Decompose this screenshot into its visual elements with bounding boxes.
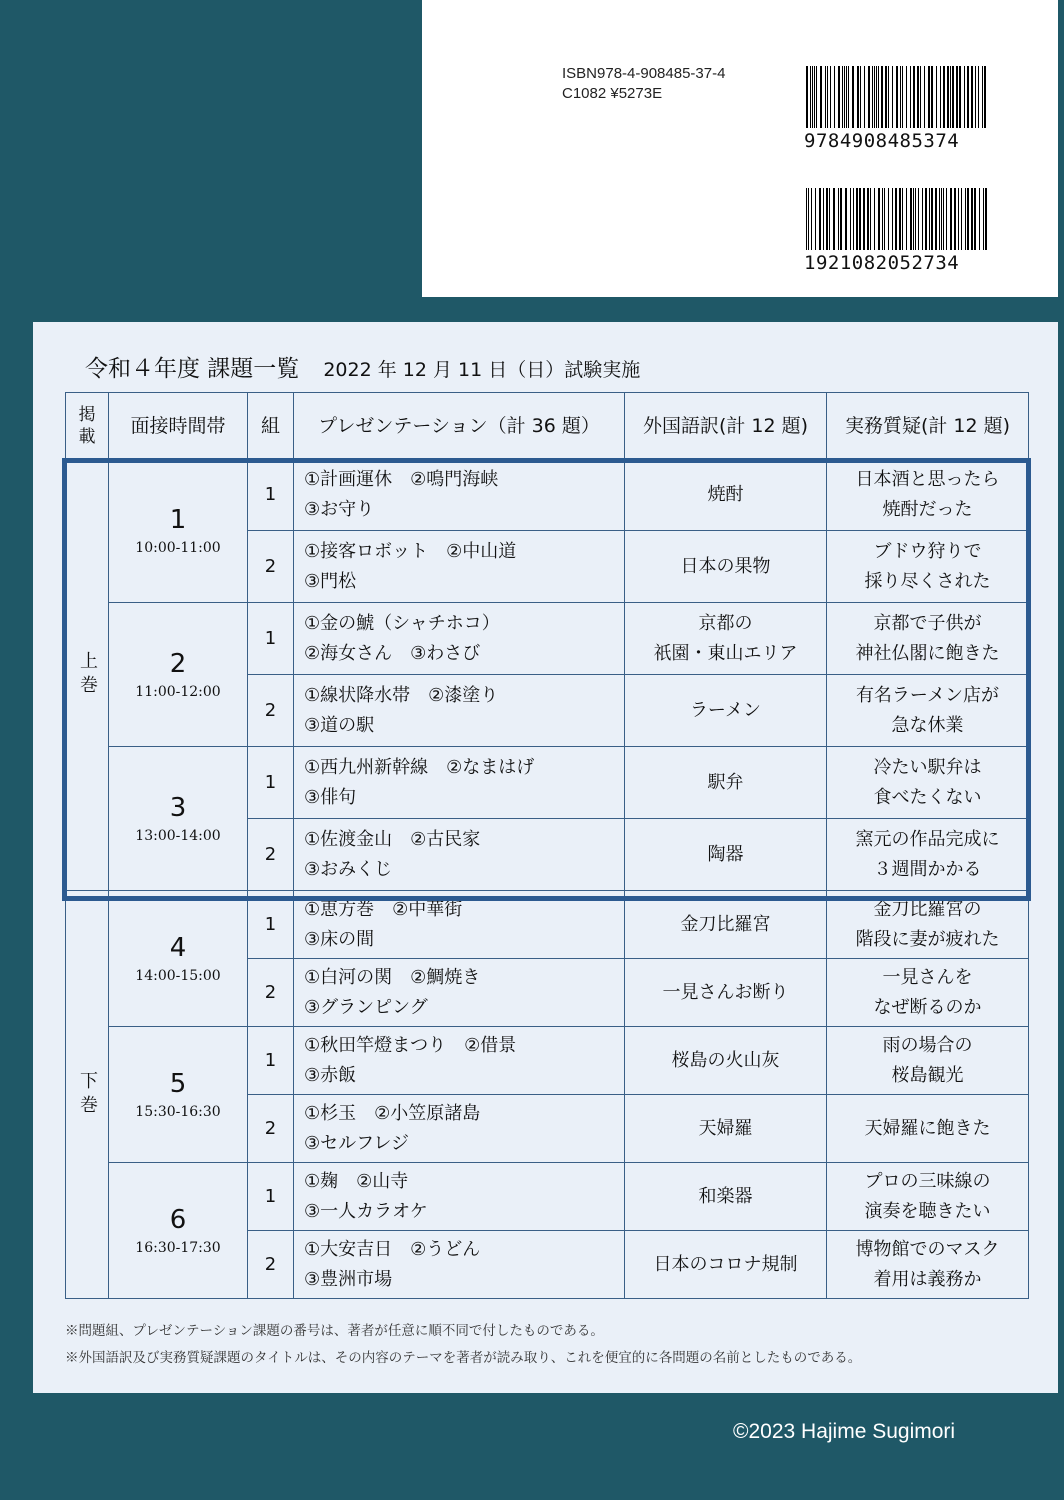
barcode-bar [935, 188, 936, 250]
barcode-bar [920, 66, 921, 128]
header-time: 面接時間帯 [109, 393, 248, 459]
translation-topic-line: 一見さんお断り [662, 981, 789, 1003]
barcode-bar [852, 66, 854, 128]
qa-topic-line: 食べたくない [873, 786, 982, 808]
topic-table [65, 392, 1029, 1299]
translation-topic-line: 日本の果物 [680, 555, 771, 577]
price-code: C1082 ¥5273E [562, 85, 663, 102]
barcode-bar [895, 188, 897, 250]
presentation-topics [294, 459, 625, 531]
barcode-bar [860, 66, 861, 128]
time-slot-cell [109, 747, 248, 891]
presentation-topics-line: ②海女さん ③わさび [304, 642, 481, 664]
group-number: 1 [248, 1027, 294, 1095]
barcode-bar [936, 66, 937, 128]
translation-topic-line: 焼酎 [707, 483, 744, 505]
group-number: 2 [248, 1231, 294, 1299]
group-number: 2 [248, 1095, 294, 1163]
presentation-topics-line: ①線状降水帯 ②漆塗り [304, 684, 499, 706]
barcode-bar [902, 188, 903, 250]
volume-cell [66, 891, 109, 1299]
barcode-bar [892, 66, 893, 128]
barcode-isbn [806, 66, 988, 128]
copyright: ©2023 Hajime Sugimori [733, 1420, 956, 1443]
barcode-bar [892, 188, 893, 250]
qa-topic-line: 演奏を聴きたい [864, 1200, 991, 1222]
slot-time: 15:30-16:30 [135, 1103, 221, 1120]
barcode-bar [830, 66, 831, 128]
isbn-label [422, 0, 1058, 297]
translation-topic-line: 祇園・東山エリア [653, 642, 798, 664]
translation-topic-line: ラーメン [689, 699, 762, 721]
barcode-bar [910, 188, 912, 250]
table-row [66, 891, 1029, 959]
presentation-topics-line: ①麹 ②山寺 [304, 1170, 409, 1192]
translation-topic-line: 桜島の火山灰 [671, 1049, 780, 1071]
barcode-bar [845, 188, 846, 250]
barcode-bar [983, 188, 984, 250]
presentation-topics-line: ①大安吉日 ②うどん [304, 1238, 481, 1260]
barcode-bar [932, 188, 933, 250]
volume-label: 下巻 [77, 1070, 98, 1119]
time-slot-cell [109, 459, 248, 603]
title-date: 2022 年 12 月 11 日（日）試験実施 [323, 359, 641, 381]
group-number: 1 [248, 459, 294, 531]
qa-topic-line: 金刀比羅宮の [873, 898, 982, 920]
barcode-bar [833, 188, 835, 250]
qa-topic-line: 神社仏閣に飽きた [855, 642, 1000, 664]
page-title [85, 350, 640, 383]
barcode-bar [838, 66, 840, 128]
barcode-bar [984, 66, 985, 128]
group-number: 2 [248, 819, 294, 891]
translation-topic-line: 陶器 [707, 843, 744, 865]
presentation-topics-line: ①白河の関 ②鯛焼き [304, 966, 481, 988]
slot-number: 5 [169, 1068, 187, 1099]
barcode-bar [850, 188, 852, 250]
translation-topic [625, 959, 827, 1027]
footnote-1: ※問題組、プレゼンテーション課題の番号は、著者が任意に順不同で付したものである。 [65, 1323, 604, 1339]
barcode-bar [874, 188, 875, 250]
volume-label: 上巻 [77, 650, 98, 699]
qa-topic [827, 747, 1029, 819]
translation-topic-line: 和楽器 [698, 1185, 753, 1207]
isbn-text [562, 64, 725, 104]
presentation-topics [294, 959, 625, 1027]
presentation-topics-line: ③道の駅 [304, 714, 375, 736]
qa-topic-line: なぜ断るのか [873, 996, 982, 1018]
header-presentation: プレゼンテーション（計 36 題） [294, 393, 625, 459]
qa-topic [827, 1231, 1029, 1299]
barcode-price-number: 1921082052734 [804, 252, 960, 274]
barcode-bar [863, 188, 865, 250]
qa-topic [827, 1027, 1029, 1095]
time-slot-cell [109, 1163, 248, 1299]
barcode-bar [922, 188, 923, 250]
barcode-bar [910, 66, 911, 128]
qa-topic-line: ３週間かかる [873, 858, 982, 880]
barcode-bar [878, 66, 879, 128]
qa-topic-line: 階段に妻が疲れた [855, 928, 1000, 950]
barcode-bar [967, 188, 968, 250]
qa-topic [827, 1095, 1029, 1163]
barcode-bar [811, 188, 812, 250]
barcode-bar [971, 66, 973, 128]
presentation-topics [294, 603, 625, 675]
qa-topic [827, 531, 1029, 603]
qa-topic [827, 603, 1029, 675]
presentation-topics-line: ①西九州新幹線 ②なまはげ [304, 756, 535, 778]
barcode-bar [979, 188, 980, 250]
barcode-bar [965, 188, 966, 250]
presentation-topics-line: ③床の間 [304, 928, 375, 950]
barcode-bar [827, 188, 828, 250]
qa-topic-line: 冷たい駅弁は [873, 756, 982, 778]
translation-topic-line: 駅弁 [707, 771, 744, 793]
barcode-isbn-number: 9784908485374 [804, 130, 960, 152]
barcode-bar [967, 66, 968, 128]
presentation-topics-line: ①佐渡金山 ②古民家 [304, 828, 481, 850]
barcode-bar [864, 66, 865, 128]
time-slot-cell [109, 603, 248, 747]
barcode-bar [841, 188, 842, 250]
translation-topic-line: 金刀比羅宮 [680, 913, 771, 935]
table-row [66, 459, 1029, 531]
barcode-bar [982, 66, 983, 128]
barcode-bar [956, 66, 958, 128]
barcode-bar [906, 188, 907, 250]
barcode-bar [814, 66, 815, 128]
qa-topic-line: 着用は義務か [873, 1268, 982, 1290]
barcode-bar [806, 66, 808, 128]
group-number: 2 [248, 531, 294, 603]
barcode-bar [846, 66, 847, 128]
barcode-bar [940, 66, 941, 128]
slot-time: 16:30-17:30 [135, 1239, 221, 1256]
translation-topic-line: 天婦羅 [698, 1117, 753, 1139]
group-number: 2 [248, 675, 294, 747]
barcode-bar [888, 188, 889, 250]
qa-topic-line: 有名ラーメン店が [855, 684, 1000, 706]
presentation-topics-line: ①接客ロボット ②中山道 [304, 540, 517, 562]
translation-topic [625, 819, 827, 891]
presentation-topics-line: ①恵方巻 ②中華街 [304, 898, 463, 920]
slot-time: 10:00-11:00 [135, 539, 221, 556]
qa-topic-line: 日本酒と思ったら [855, 468, 1000, 490]
table-row [66, 1163, 1029, 1231]
presentation-topics-line: ①金の鯱（シャチホコ） [304, 612, 500, 634]
qa-topic [827, 675, 1029, 747]
time-slot-cell [109, 1027, 248, 1163]
slot-number: 1 [169, 504, 187, 535]
group-number: 1 [248, 891, 294, 959]
barcode-bar [820, 66, 822, 128]
barcode-bar [859, 188, 860, 250]
barcode-bar [815, 188, 816, 250]
presentation-topics-line: ③俳句 [304, 786, 357, 808]
presentation-topics-line: ③お守り [304, 498, 375, 520]
qa-topic-line: 窯元の作品完成に [855, 828, 1000, 850]
presentation-topics [294, 819, 625, 891]
table-header-row [66, 393, 1029, 459]
barcode-bar [939, 188, 941, 250]
group-number: 1 [248, 603, 294, 675]
presentation-topics [294, 1027, 625, 1095]
barcode-bar [878, 188, 880, 250]
translation-topic [625, 1231, 827, 1299]
presentation-topics [294, 675, 625, 747]
barcode-bar [870, 188, 871, 250]
qa-topic [827, 891, 1029, 959]
group-number: 2 [248, 959, 294, 1027]
presentation-topics [294, 531, 625, 603]
qa-topic-line: 急な休業 [891, 714, 964, 736]
topic-list-panel [33, 322, 1058, 1393]
barcode-bar [857, 188, 858, 250]
group-number: 1 [248, 747, 294, 819]
barcode-bar [829, 188, 830, 250]
barcode-bar [876, 66, 877, 128]
presentation-topics [294, 1231, 625, 1299]
barcode-bar [950, 188, 951, 250]
translation-topic [625, 1095, 827, 1163]
barcode-bar [906, 66, 907, 128]
barcode-bar [816, 66, 817, 128]
slot-time: 13:00-14:00 [135, 827, 221, 844]
barcode-bar [819, 188, 821, 250]
presentation-topics-line: ①計画運休 ②鳴門海峡 [304, 468, 499, 490]
slot-number: 6 [169, 1204, 187, 1235]
qa-topic-line: 博物館でのマスク [855, 1238, 1000, 1260]
title-main: 令和４年度 課題一覧 [85, 356, 300, 382]
qa-topic [827, 959, 1029, 1027]
slot-time: 11:00-12:00 [135, 683, 221, 700]
barcode-bar [913, 66, 915, 128]
barcode-bar [946, 188, 947, 250]
qa-topic [827, 459, 1029, 531]
barcode-price [806, 188, 988, 250]
presentation-topics [294, 891, 625, 959]
presentation-topics-line: ③グランピング [304, 996, 428, 1018]
barcode-bar [881, 66, 883, 128]
translation-topic-line: 京都の [698, 612, 753, 634]
translation-topic [625, 675, 827, 747]
barcode-bar [971, 188, 973, 250]
group-number: 1 [248, 1163, 294, 1231]
slot-number: 3 [169, 792, 187, 823]
qa-topic-line: 桜島観光 [891, 1064, 964, 1086]
translation-topic-line: 日本のコロナ規制 [653, 1253, 798, 1275]
qa-topic-line: 焼酎だった [882, 498, 973, 520]
footnotes [65, 1318, 861, 1372]
translation-topic [625, 459, 827, 531]
presentation-topics-line: ①杉玉 ②小笠原諸島 [304, 1102, 481, 1124]
slot-number: 2 [169, 648, 187, 679]
barcode-bar [918, 188, 919, 250]
presentation-topics-line: ①秋田竿燈まつり ②借景 [304, 1034, 517, 1056]
translation-topic [625, 891, 827, 959]
presentation-topics-line: ③赤飯 [304, 1064, 357, 1086]
barcode-bar [834, 66, 835, 128]
slot-time: 14:00-15:00 [135, 967, 221, 984]
barcode-bar [868, 66, 870, 128]
header-qa: 実務質疑(計 12 題) [827, 393, 1029, 459]
presentation-topics-line: ③門松 [304, 570, 357, 592]
qa-topic [827, 1163, 1029, 1231]
translation-topic [625, 1027, 827, 1095]
table-row [66, 603, 1029, 675]
qa-topic-line: 雨の場合の [882, 1034, 973, 1056]
footnote-2: ※外国語訳及び実務質疑課題のタイトルは、その内容のテーマを著者が読み取り、これを便宜的に各問題の名前としたものである。 [65, 1350, 862, 1366]
table-row [66, 747, 1029, 819]
presentation-topics-line: ③一人カラオケ [304, 1200, 428, 1222]
barcode-bar [943, 66, 945, 128]
translation-topic [625, 747, 827, 819]
translation-topic [625, 1163, 827, 1231]
table-row [66, 1027, 1029, 1095]
isbn-number: ISBN978-4-908485-37-4 [562, 65, 726, 82]
barcode-bar [964, 66, 965, 128]
barcode-bar [896, 66, 898, 128]
header-translation: 外国語訳(計 12 題) [625, 393, 827, 459]
qa-topic-line: 天婦羅に飽きた [864, 1117, 991, 1139]
barcode-bar [888, 66, 889, 128]
header-group: 組 [248, 393, 294, 459]
presentation-topics [294, 1095, 625, 1163]
qa-topic [827, 819, 1029, 891]
presentation-topics [294, 747, 625, 819]
barcode-bar [954, 188, 956, 250]
barcode-bar [985, 188, 987, 250]
barcode-bar [925, 188, 927, 250]
qa-topic-line: ブドウ狩りで [873, 540, 982, 562]
barcode-bar [952, 66, 953, 128]
translation-topic [625, 531, 827, 603]
qa-topic-line: 一見さんを [882, 966, 973, 988]
qa-topic-line: プロの三味線の [864, 1170, 991, 1192]
translation-topic [625, 603, 827, 675]
header-volume: 掲載 [66, 393, 109, 459]
qa-topic-line: 採り尽くされた [864, 570, 991, 592]
barcode-bar [950, 66, 951, 128]
barcode-bar [928, 66, 930, 128]
barcode-bar [924, 66, 925, 128]
presentation-topics-line: ③おみくじ [304, 858, 393, 880]
slot-number: 4 [169, 932, 187, 963]
qa-topic-line: 京都で子供が [873, 612, 982, 634]
barcode-bar [848, 66, 849, 128]
time-slot-cell [109, 891, 248, 1027]
presentation-topics [294, 1163, 625, 1231]
presentation-topics-line: ③セルフレジ [304, 1132, 409, 1154]
presentation-topics-line: ③豊洲市場 [304, 1268, 393, 1290]
volume-cell [66, 459, 109, 891]
